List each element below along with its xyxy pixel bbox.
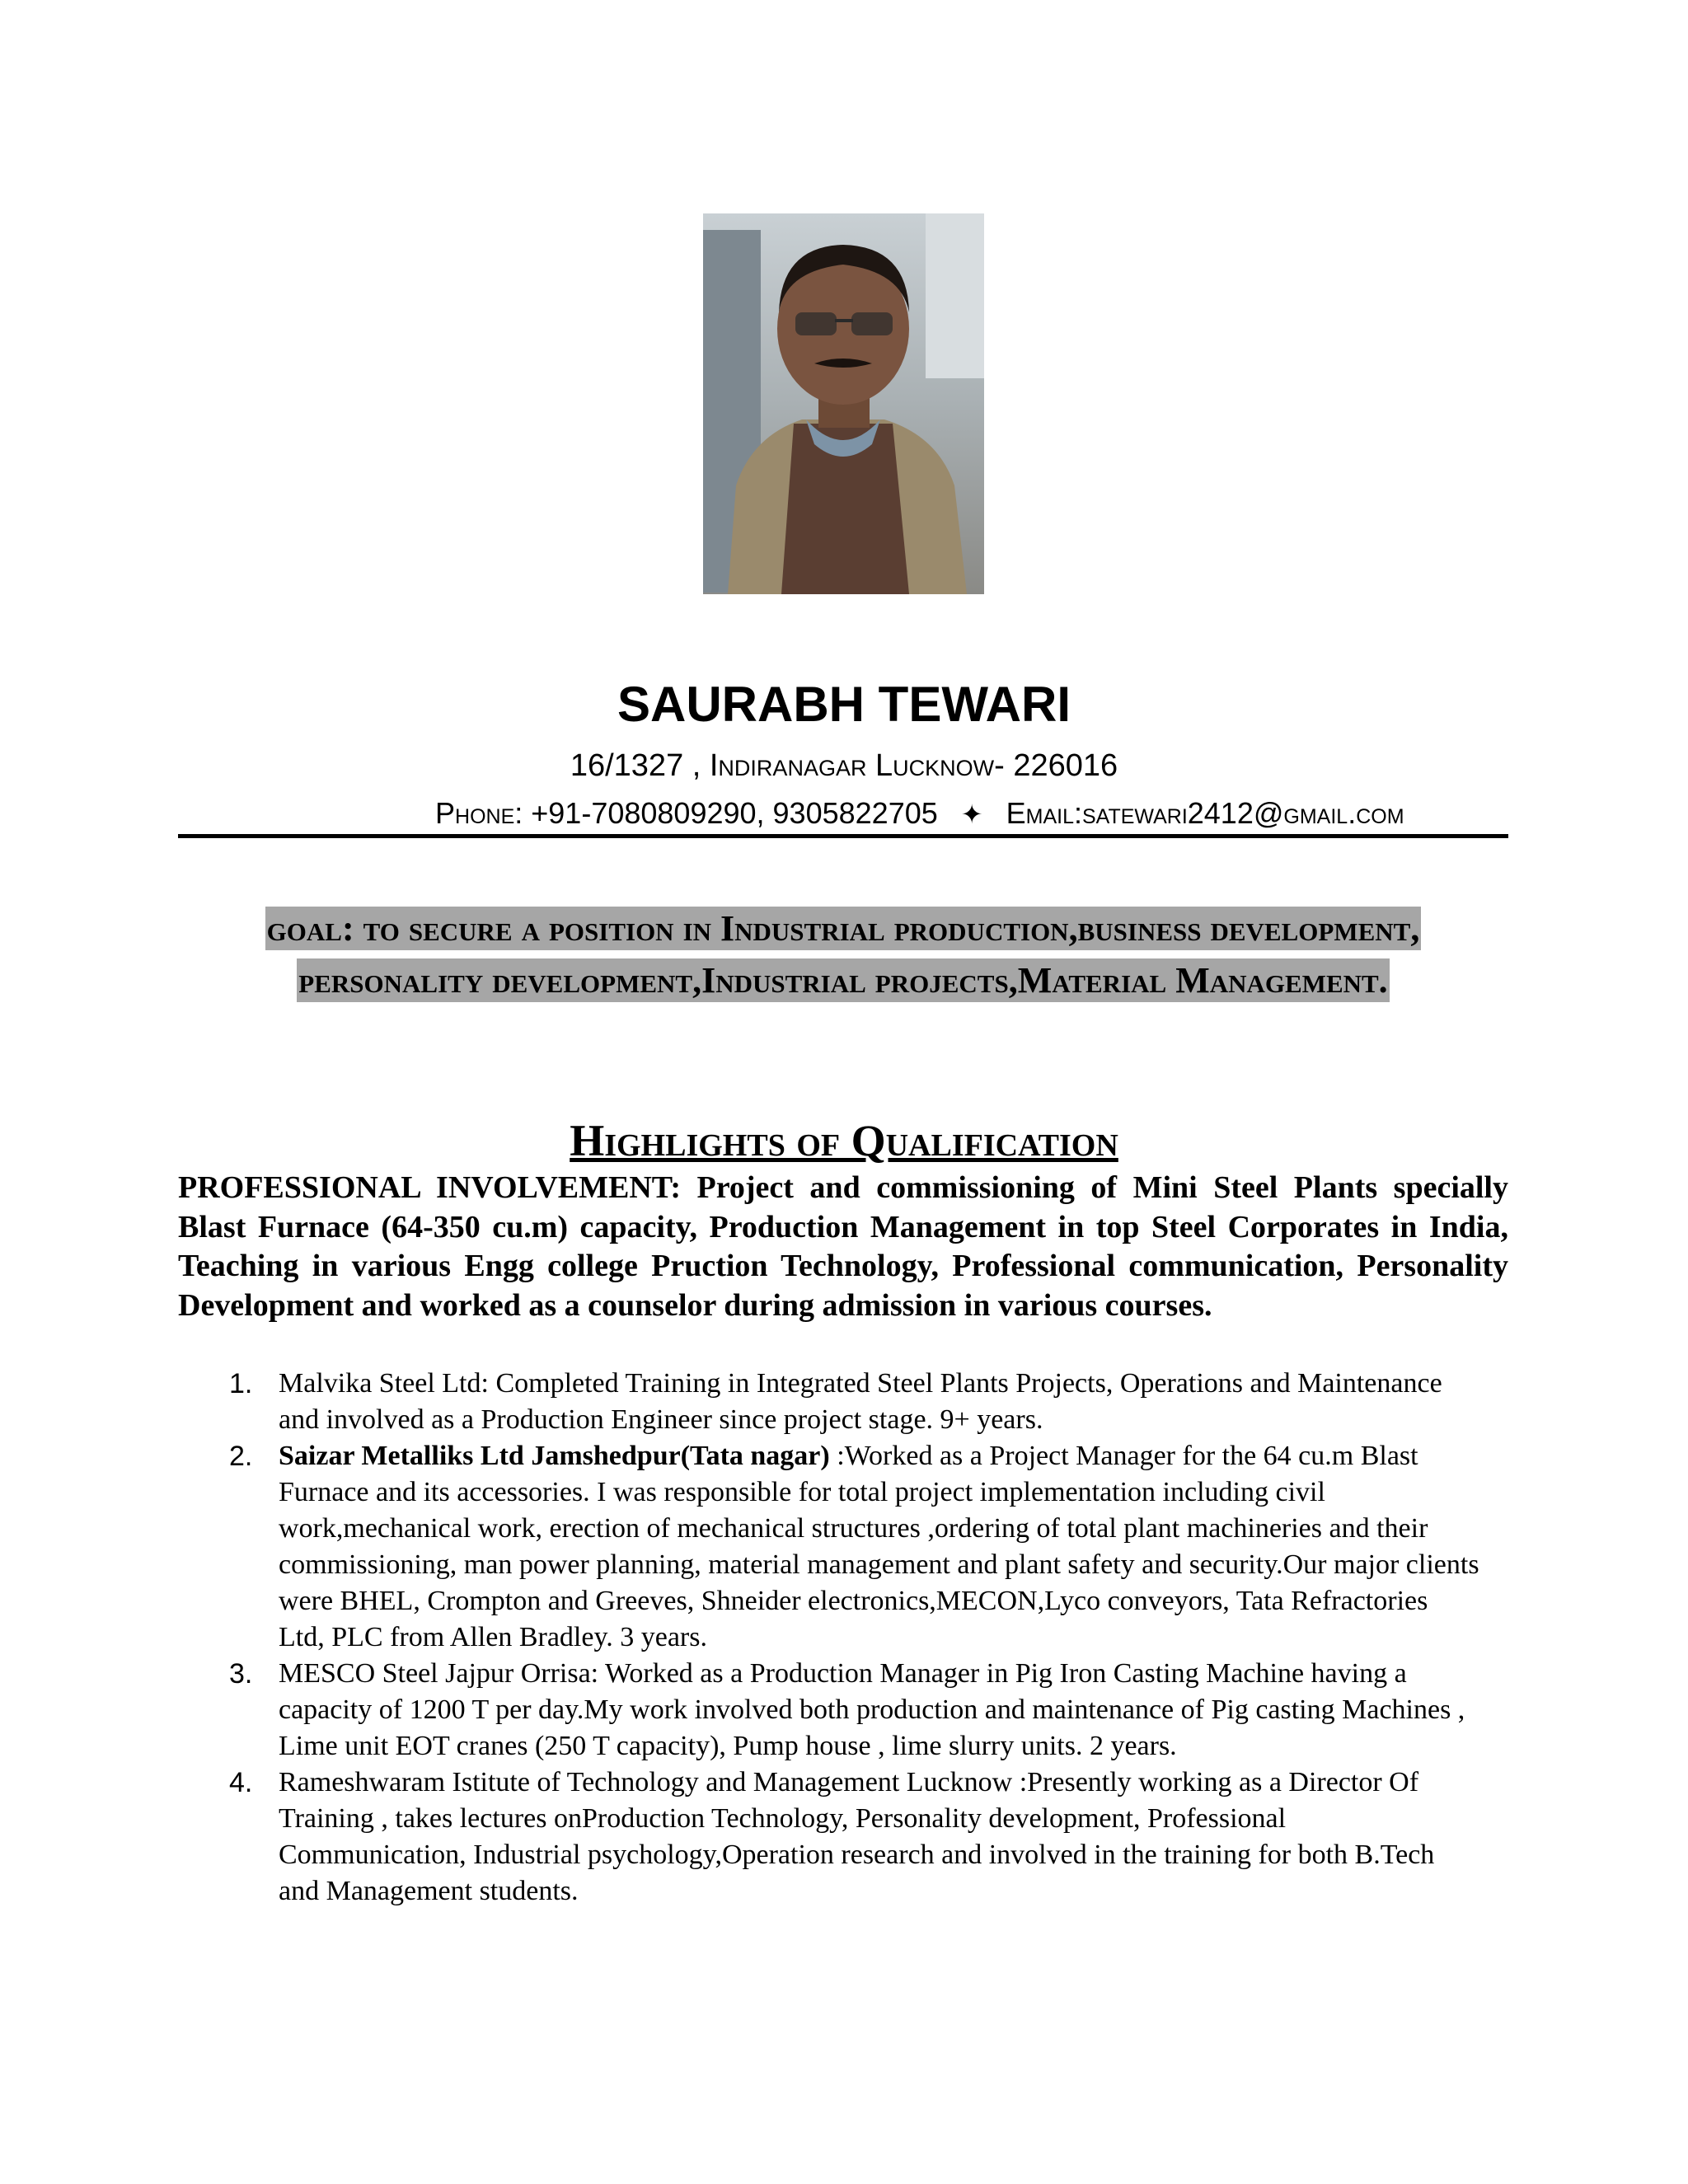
star-separator-icon: ✦: [960, 799, 983, 829]
list-item: [178, 1366, 1508, 1438]
experience-list: [178, 1366, 1508, 1910]
address-line: [0, 747, 1688, 785]
list-item: [178, 1765, 1508, 1910]
phone-label: Phone:: [435, 796, 523, 830]
phone-value: +91-7080809290, 9305822705: [531, 796, 938, 830]
header-divider: [178, 834, 1508, 838]
job-company: Saizar Metalliks Ltd Jamshedpur(Tata nagar): [279, 1441, 830, 1471]
list-number: 2.: [229, 1441, 253, 1472]
job-text: :Worked as a Project Manager for the 64 cu.m Blast Furnace and its accessories. I was responsible for total project implementation including civil work,mechanical work, erection of mechanical structures ,ordering of total plant machineries and their commissioning, man power planning, material management and plant safety and security.Our major clients were BHEL, Crompton and Greeves, Shneider electronics,MECON,Lyco conveyors, Tata Refractories Ltd, PLC from Allen Bradley. 3 years.: [279, 1441, 1479, 1652]
list-item: [178, 1438, 1508, 1656]
job-text: Malvika Steel Ltd: Completed Training in Integrated Steel Plants Projects, Operations and Maintenance and involved as a Production Engineer since project stage. 9+ years.: [279, 1368, 1442, 1435]
contact-line: [435, 795, 1404, 832]
email-value: satewari2412@gmail.com: [1081, 796, 1404, 830]
goal-statement: [178, 902, 1508, 1006]
list-number: 3.: [229, 1658, 253, 1690]
goal-text: goal: to secure a position in Industrial production,business development, personality development,Industrial projects,Material Management.: [266, 908, 1420, 1001]
job-text: MESCO Steel Jajpur Orrisa: Worked as a Production Manager in Pig Iron Casting Machine having a capacity of 1200 T per day.My work involved both production and maintenance of Pig casting Machines , Lime unit EOT cranes (250 T capacity), Pump house , lime slurry units. 2 years.: [279, 1658, 1465, 1761]
list-item: [178, 1656, 1508, 1765]
section-title-highlights: Highlights of Qualification: [570, 1116, 1118, 1165]
profile-photo: [703, 213, 984, 594]
candidate-name: SAURABH TEWARI: [617, 677, 1071, 732]
job-text: Rameshwaram Istitute of Technology and Management Lucknow :Presently working as a Director Of Training , takes lectures onProduction Technology, Personality development, Professional Communication, Industrial psychology,Operation research and involved in the training for both B.Tech and Management students.: [279, 1767, 1435, 1906]
address-text: 16/1327 , Indiranagar Lucknow- 226016: [570, 748, 1118, 783]
professional-involvement: PROFESSIONAL INVOLVEMENT: Project and commissioning of Mini Steel Plants specially Blast Furnace (64-350 cu.m) capacity, Production Management in top Steel Corporates in India, Teaching in various Engg college Pruction Technology, Professional communication, Personality Development and worked as a counselor during admission in various courses.: [178, 1170, 1508, 1323]
list-number: 4.: [229, 1767, 253, 1798]
portrait-illustration: [703, 213, 984, 594]
email-label: Email:: [1006, 796, 1082, 830]
list-number: 1.: [229, 1368, 253, 1399]
